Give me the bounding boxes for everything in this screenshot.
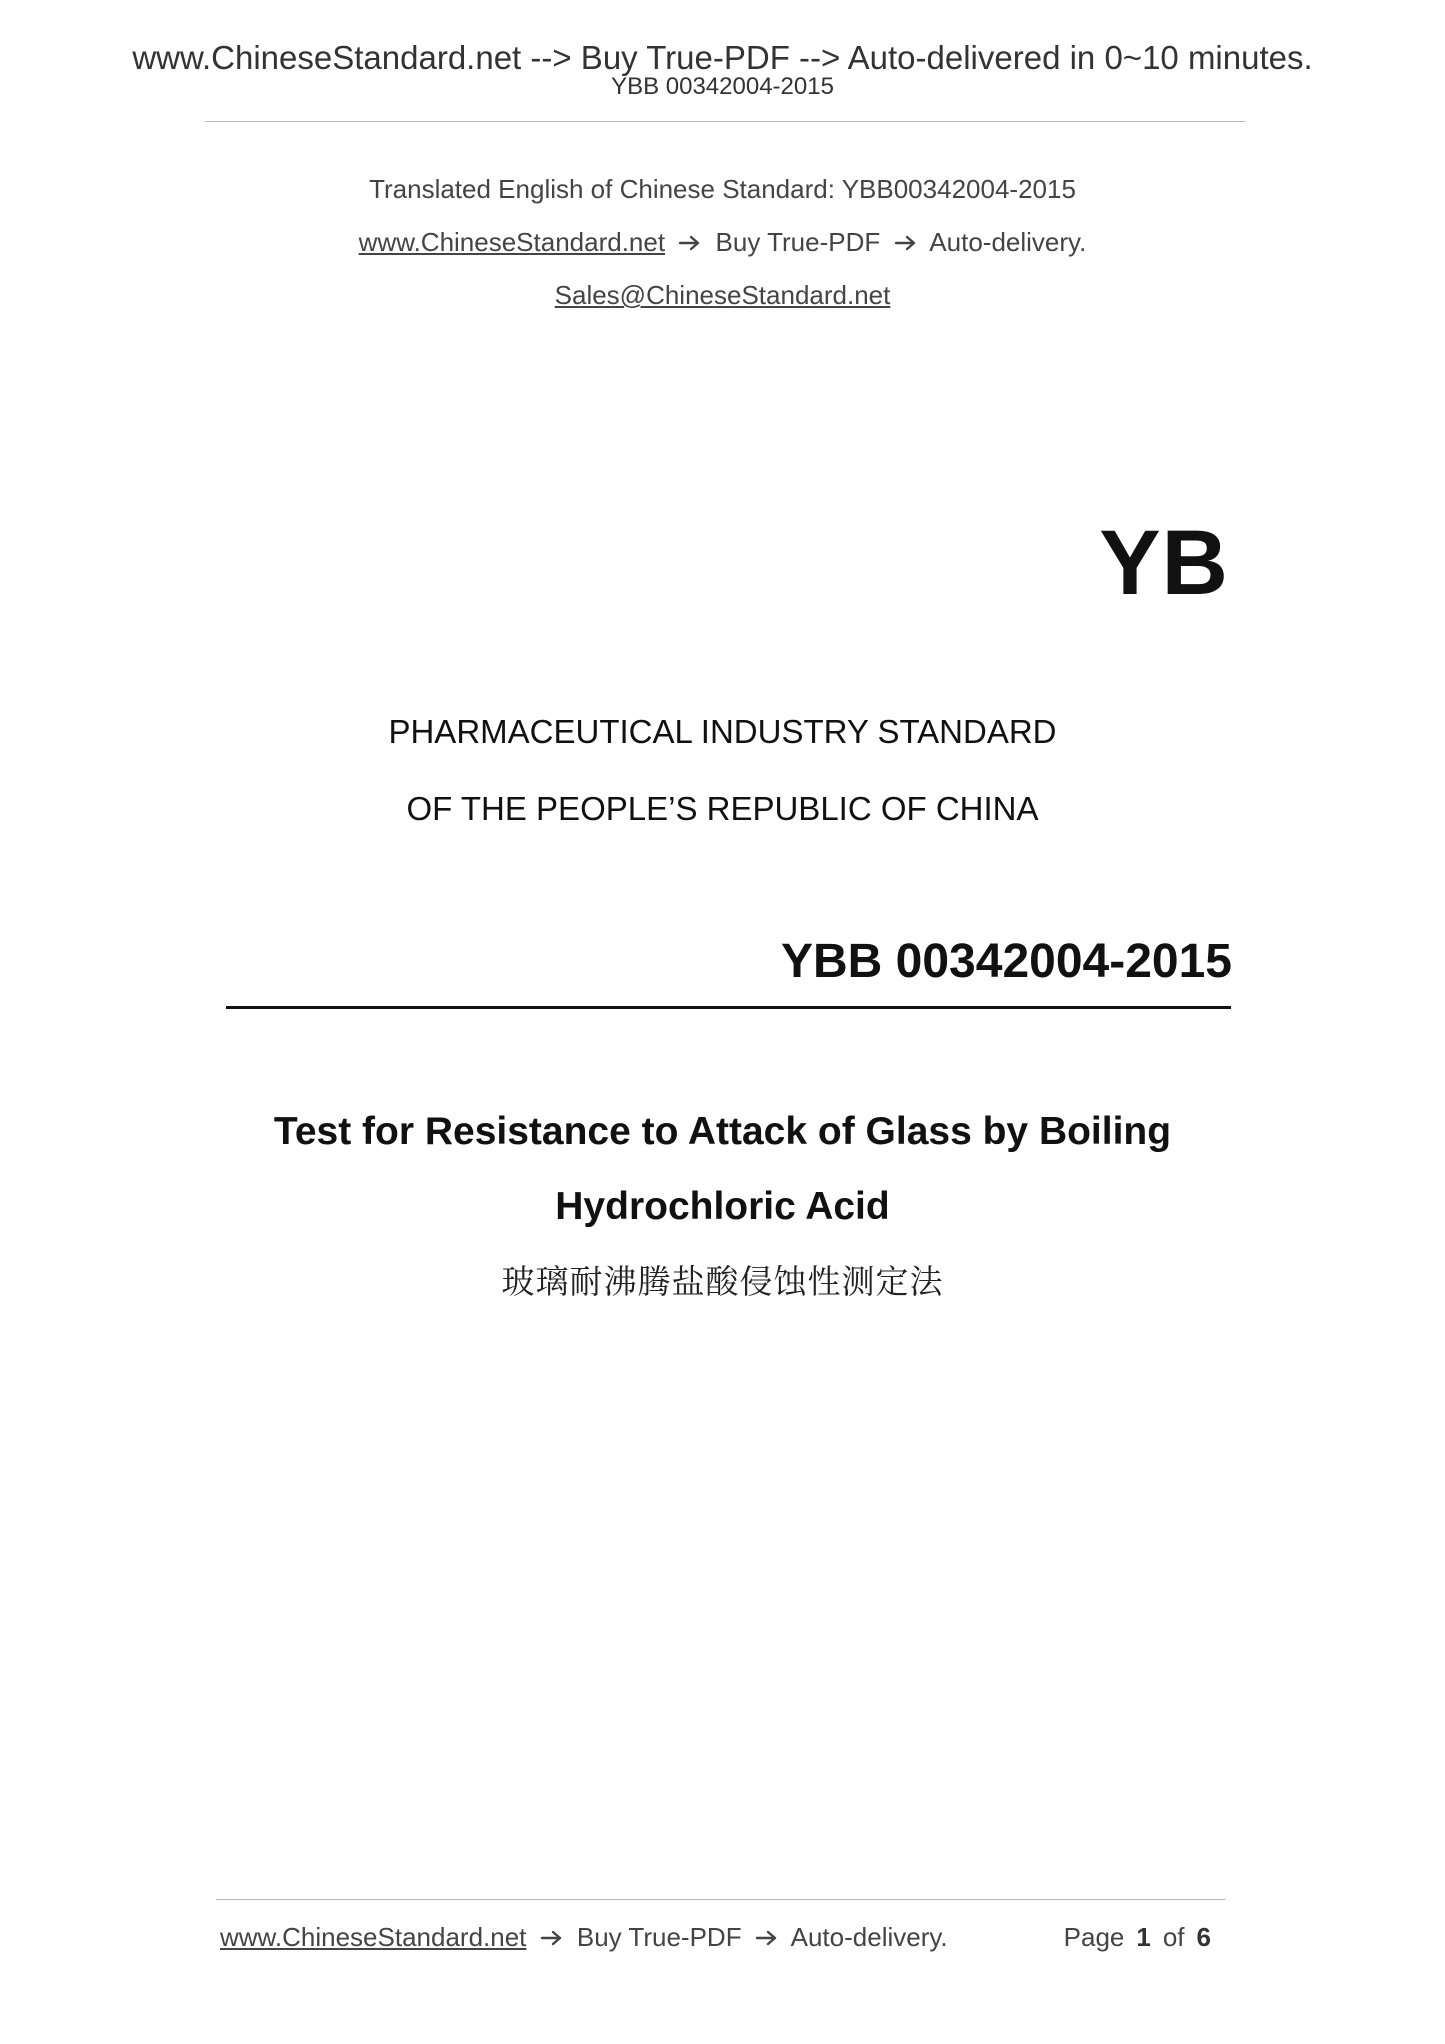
footer-purchase-line bbox=[220, 1921, 948, 1953]
site-link[interactable]: www.ChineseStandard.net bbox=[358, 227, 666, 257]
footer-divider bbox=[216, 1899, 1226, 1900]
standard-logo: YB bbox=[1099, 512, 1229, 614]
sales-email-link[interactable]: Sales@ChineseStandard.net bbox=[554, 280, 891, 310]
page-label: Page bbox=[1063, 1922, 1125, 1952]
auto-delivery-text: Auto-delivery. bbox=[929, 227, 1087, 257]
footer-site-link[interactable]: www.ChineseStandard.net bbox=[220, 1922, 527, 1952]
issuing-body-line-2: OF THE PEOPLE’S REPUBLIC OF CHINA bbox=[406, 790, 1039, 827]
document-title-chinese: 玻璃耐沸腾盐酸侵蚀性测定法 bbox=[501, 1263, 944, 1300]
document-title-line-1: Test for Resistance to Attack of Glass by Boiling bbox=[273, 1110, 1172, 1153]
header-divider bbox=[205, 121, 1245, 122]
document-title-line-2: Hydrochloric Acid bbox=[555, 1185, 890, 1228]
translated-standard-line: Translated English of Chinese Standard: YBB00342004-2015 bbox=[369, 174, 1076, 204]
issuing-body-line-1: PHARMACEUTICAL INDUSTRY STANDARD bbox=[388, 713, 1057, 750]
header-standard-code: YBB 00342004-2015 bbox=[611, 73, 834, 100]
standard-number: YBB 00342004-2015 bbox=[780, 935, 1232, 988]
page-total: 6 bbox=[1196, 1922, 1211, 1952]
arrow-right-icon bbox=[678, 234, 702, 252]
of-label: of bbox=[1162, 1922, 1185, 1952]
purchase-line bbox=[0, 226, 1445, 258]
top-banner: www.ChineseStandard.net --> Buy True-PDF --> Auto-delivered in 0~10 minutes. bbox=[132, 39, 1313, 76]
arrow-right-icon bbox=[540, 1929, 564, 1947]
footer-buy-true-pdf-text: Buy True-PDF bbox=[576, 1922, 742, 1952]
footer-auto-delivery-text: Auto-delivery. bbox=[790, 1922, 948, 1952]
standard-number-divider bbox=[226, 1006, 1231, 1009]
page-number: 1 bbox=[1136, 1922, 1151, 1952]
buy-true-pdf-text: Buy True-PDF bbox=[715, 227, 881, 257]
arrow-right-icon bbox=[755, 1929, 779, 1947]
arrow-right-icon bbox=[894, 234, 918, 252]
sales-email-line bbox=[0, 279, 1445, 311]
page-indicator bbox=[1064, 1921, 1223, 1953]
